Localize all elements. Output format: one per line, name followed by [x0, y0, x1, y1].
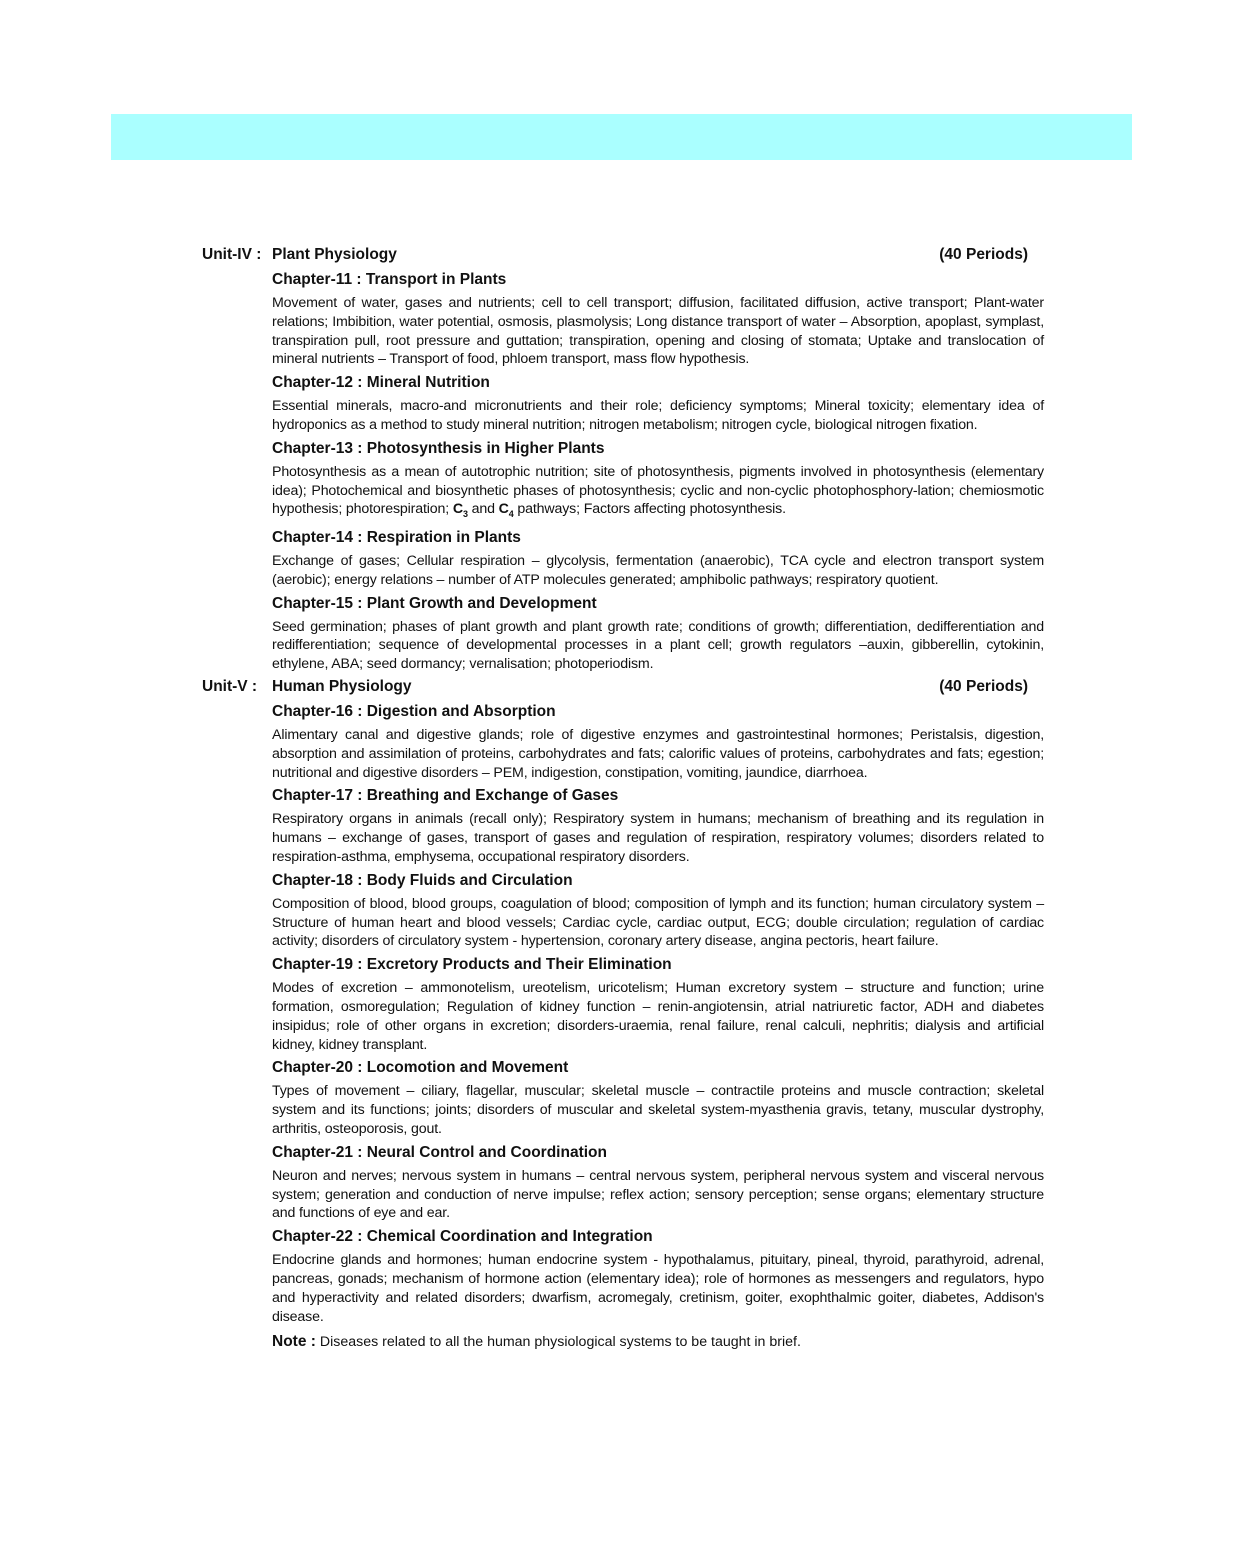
chapter [272, 594, 1044, 674]
unit-header [202, 676, 1044, 698]
c3-label: $C_3$ [452, 501, 468, 520]
chapter [272, 373, 1044, 435]
chapter-body: Endocrine glands and hormones; human endocrine system - hypothalamus, pituitary, pineal, thyroid, parathyroid, adrenal, pancreas, gonads; mechanism of hormone action (elementary idea); role of hormones as messengers and regulators, hypo and hyperactivity and related disorders; dwarfism, acromegaly, cretinism, goiter, exophthalmic goiter, diabetes, Addison's disease. [272, 1252, 1044, 1325]
chapter [272, 1143, 1044, 1223]
chapter [272, 1227, 1044, 1326]
chapter [272, 955, 1044, 1054]
chapter-title: Chapter-19 : Excretory Products and Their Elimination [272, 956, 672, 974]
chapter-title: Chapter-18 : Body Fluids and Circulation [272, 871, 573, 889]
chapter-title: Chapter-16 : Digestion and Absorption [272, 702, 556, 720]
chapter [272, 439, 1044, 524]
unit-label: Unit-V : [202, 677, 258, 695]
chapter-body-text: Photosynthesis as a mean of autotrophic nutrition; site of photosynthesis, pigments involved in photosynthesis (elementary idea); Photochemical and biosynthetic phases of photosynthesis; cyclic and non-cyclic photophosphory-lation; chemiosmotic hypothesis; photorespiration; [272, 463, 1044, 518]
unit-periods: (40 Periods) [939, 677, 1028, 695]
unit-title: Human Physiology [272, 677, 412, 695]
chapter-body: Types of movement – ciliary, flagellar, muscular; skeletal muscle – contractile proteins and muscle contraction; skeletal system and its functions; joints; disorders of muscular and skeletal system-myasthenia gravis, tetany, muscular dystrophy, arthritis, osteoporosis, gout. [272, 1083, 1044, 1137]
note-text: Diseases related to all the human physiological systems to be taught in brief. [319, 1334, 801, 1351]
syllabus-content [202, 244, 1044, 1352]
chapter-title: Chapter-14 : Respiration in Plants [272, 529, 521, 546]
unit-header [202, 244, 1044, 266]
chapter-body: Photosynthesis as a mean of autotrophic nutrition; site of photosynthesis, pigments involved in photosynthesis (elementary idea); Photochemical and biosynthetic phases of photosynthesis; cyclic and non-cyclic photophosphory-lation; chemiosmotic hypothesis; photorespiration; $C_3$ and $C_4$ pathways; Factors affecting photosynthesis. [272, 463, 1044, 520]
chapter [272, 1058, 1044, 1138]
chapter-title: Chapter-22 : Chemical Coordination and Integration [272, 1228, 653, 1246]
chapter-body: Exchange of gases; Cellular respiration – glycolysis, fermentation (anaerobic), TCA cycle and electron transport system (aerobic); energy relations – number of ATP molecules generated; amphibolic pathways; respiratory quotient. [272, 553, 1044, 588]
chapter-title: Chapter-21 : Neural Control and Coordination [272, 1143, 607, 1161]
chapter-title: Chapter-17 : Breathing and Exchange of Gases [272, 787, 619, 805]
chapter [272, 871, 1044, 951]
chapter-title: Chapter-20 : Locomotion and Movement [272, 1059, 569, 1077]
unit-title: Plant Physiology [272, 246, 397, 263]
chapter [272, 528, 1044, 590]
chapter-body: Seed germination; phases of plant growth and plant growth rate; conditions of growth; differentiation, dedifferentiation and redifferentiation; sequence of developmental processes in a plant cell; growth regulators –auxin, gibberellin, cytokinin, ethylene, ABA; seed dormancy; vernalisation; photoperiodism. [272, 618, 1044, 673]
chapter [272, 270, 1044, 369]
chapter-body: Neuron and nerves; nervous system in humans – central nervous system, peripheral nervous system and visceral nervous system; generation and conduction of nerve impulse; reflex action; sensory perception; sense organs; elementary structure and functions of eye and ear. [272, 1167, 1044, 1222]
chapter-title: Chapter-13 : Photosynthesis in Higher Plants [272, 439, 605, 457]
chapter-body: Movement of water, gases and nutrients; cell to cell transport; diffusion, facilitated diffusion, active transport; Plant-water relations; Imbibition, water potential, osmosis, plasmolysis; Long distance transport of water – Absorption, apoplast, symplast, transpiration pull, root pressure and guttation; transpiration, opening and closing of stomata; Uptake and translocation of mineral nutrients – Transport of food, phloem transport, mass flow hypothesis. [272, 295, 1044, 368]
chapter-body: Alimentary canal and digestive glands; role of digestive enzymes and gastrointestinal hormones; Peristalsis, digestion, absorption and assimilation of proteins, carbohydrates and fats; calorific values of proteins, carbohydrates and fats; egestion; nutritional and digestive disorders – PEM, indigestion, constipation, vomiting, jaundice, diarrhoea. [272, 726, 1044, 781]
note-label: Note : [272, 1333, 316, 1351]
chapter-body: Modes of excretion – ammonotelism, ureotelism, uricotelism; Human excretory system – structure and function; urine formation, osmoregulation; Regulation of kidney function – renin-angiotensin, atrial natriuretic factor, ADH and diabetes insipidus; role of other organs in excretion; disorders-uraemia, renal failure, renal calculi, nephritis; dialysis and artificial kidney, kidney transplant. [272, 980, 1044, 1053]
chapter-title: Chapter-12 : Mineral Nutrition [272, 374, 490, 392]
chapter-body: Respiratory organs in animals (recall only); Respiratory system in humans; mechanism of breathing and its regulation in humans – exchange of gases, transport of gases and regulation of respiration, respiratory volumes; disorders related to respiration-asthma, emphysema, occupational respiratory disorders. [272, 811, 1044, 865]
note [272, 1332, 1044, 1352]
header-band [111, 114, 1132, 160]
chapter-body: Composition of blood, blood groups, coagulation of blood; composition of lymph and its function; human circulatory system – Structure of human heart and blood vessels; Cardiac cycle, cardiac output, ECG; double circulation; regulation of cardiac activity; disorders of circulatory system - hypertension, coronary artery disease, angina pectoris, heart failure. [272, 895, 1044, 950]
unit-label: Unit-IV : [202, 246, 262, 263]
chapter-body: Essential minerals, macro-and micronutrients and their role; deficiency symptoms; Mineral toxicity; elementary idea of hydroponics as a method to study mineral nutrition; nitrogen metabolism; nitrogen cycle, biological nitrogen fixation. [272, 398, 1044, 433]
chapter [272, 702, 1044, 782]
c4-label: $C_4$ [498, 501, 514, 520]
unit-periods: (40 Periods) [939, 246, 1028, 263]
chapter-title: Chapter-15 : Plant Growth and Development [272, 594, 597, 612]
chapter-title: Chapter-11 : Transport in Plants [272, 271, 507, 288]
chapter [272, 786, 1044, 866]
